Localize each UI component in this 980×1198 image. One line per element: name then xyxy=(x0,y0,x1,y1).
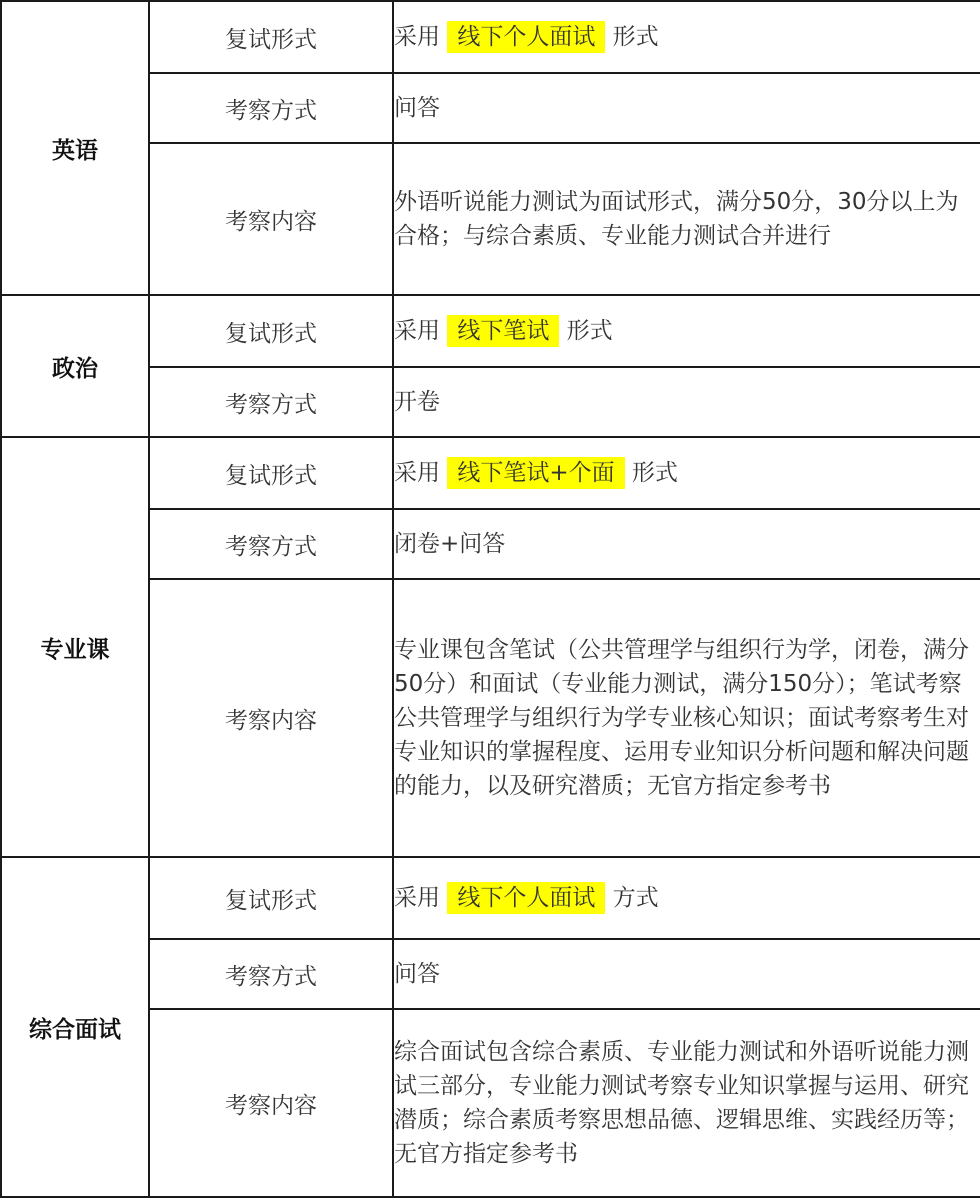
detail-prefix: 采用 xyxy=(394,24,440,50)
highlight-text: 线下笔试+个面 xyxy=(447,457,624,489)
item-label: 复试形式 xyxy=(149,857,393,939)
item-label: 复试形式 xyxy=(149,437,393,509)
detail-prefix: 采用 xyxy=(394,885,440,911)
detail-text: 综合面试包含综合素质、专业能力测试和外语听说能力测试三部分，专业能力测试考察专业知识掌握与运用、研究潜质；综合素质考察思想品德、逻辑思维、实践经历等；无官方指定参考书 xyxy=(394,1039,969,1167)
subject-politics: 政治 xyxy=(1,295,149,437)
highlight-text: 线下笔试 xyxy=(447,315,559,347)
item-label: 考察方式 xyxy=(149,367,393,437)
detail-cell xyxy=(393,857,980,939)
detail-cell xyxy=(393,1,980,73)
detail-suffix: 形式 xyxy=(631,460,678,486)
detail-cell xyxy=(393,295,980,367)
item-label: 考察方式 xyxy=(149,73,393,143)
item-label: 考察内容 xyxy=(149,143,393,295)
item-label: 考察内容 xyxy=(149,1009,393,1197)
subject-comprehensive-interview: 综合面试 xyxy=(1,857,149,1197)
detail-prefix: 采用 xyxy=(394,318,440,344)
detail-suffix: 形式 xyxy=(566,318,613,344)
detail-text: 开卷 xyxy=(393,367,980,437)
item-label: 考察方式 xyxy=(149,939,393,1009)
item-label: 考察内容 xyxy=(149,579,393,857)
highlight-text: 线下个人面试 xyxy=(447,21,605,53)
subject-major-course: 专业课 xyxy=(1,437,149,857)
detail-suffix: 形式 xyxy=(612,24,659,50)
detail-suffix: 方式 xyxy=(612,885,659,911)
detail-text: 专业课包含笔试（公共管理学与组织行为学，闭卷，满分50分）和面试（专业能力测试，满分150分）；笔试考察公共管理学与组织行为学专业核心知识；面试考察考生对专业知识的掌握程度、运用专业知识分析问题和解决问题的能力，以及研究潜质；无官方指定参考书 xyxy=(394,637,969,799)
detail-cell xyxy=(393,579,980,857)
detail-cell xyxy=(393,1009,980,1197)
detail-text: 闭卷+问答 xyxy=(393,509,980,579)
detail-cell xyxy=(393,437,980,509)
subject-english: 英语 xyxy=(1,1,149,295)
item-label: 考察方式 xyxy=(149,509,393,579)
detail-cell xyxy=(393,143,980,295)
item-label: 复试形式 xyxy=(149,1,393,73)
highlight-text: 线下个人面试 xyxy=(447,882,605,914)
detail-text: 问答 xyxy=(393,939,980,1009)
detail-text: 外语听说能力测试为面试形式，满分50分，30分以上为合格；与综合素质、专业能力测试合并进行 xyxy=(394,189,959,249)
detail-prefix: 采用 xyxy=(394,460,440,486)
detail-text: 问答 xyxy=(393,73,980,143)
item-label: 复试形式 xyxy=(149,295,393,367)
